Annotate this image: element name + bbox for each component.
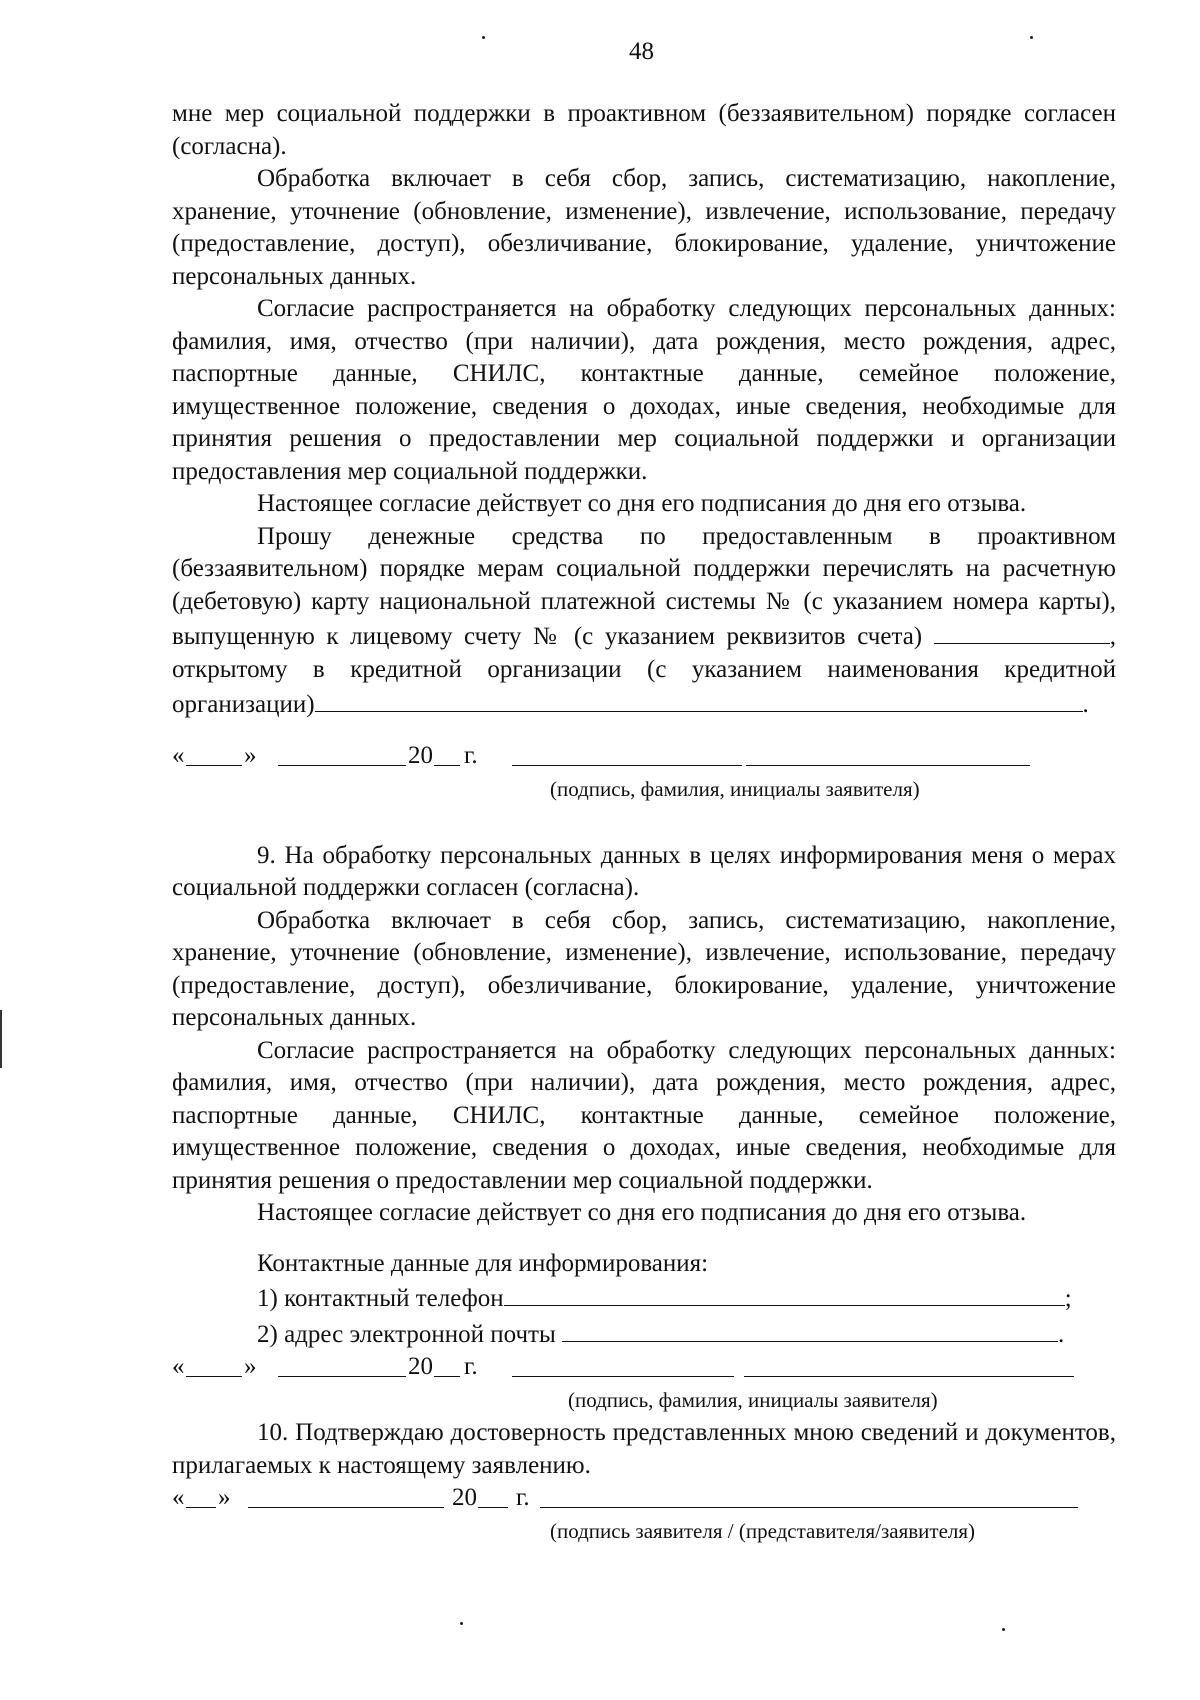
contact-email-label: 2) адрес электронной почты bbox=[257, 1320, 556, 1348]
contact-phone-field[interactable] bbox=[504, 1280, 1065, 1306]
date-year-blank[interactable] bbox=[478, 1482, 508, 1508]
section9-signature-line bbox=[172, 1351, 1116, 1387]
page-number: 48 bbox=[629, 38, 654, 65]
contact-email-end: . bbox=[1058, 1320, 1065, 1348]
date-quote-open: « bbox=[172, 1353, 185, 1380]
date-month-blank[interactable] bbox=[278, 1351, 406, 1377]
section8-continued-paragraph: мне мер социальной поддержки в проактивном (беззаявительном) порядке согласен (согласна). bbox=[172, 100, 1116, 160]
credit-organization-blank[interactable] bbox=[315, 686, 1083, 712]
contacts-title: Контактные данные для информирования: bbox=[257, 1249, 709, 1277]
signature-caption: (подпись заявителя / (представителя/заявителя) bbox=[550, 1519, 976, 1543]
date-month-blank[interactable] bbox=[278, 740, 406, 766]
date-year-prefix: 20 bbox=[408, 741, 433, 769]
document-body bbox=[172, 98, 1116, 1548]
scan-edge-mark bbox=[0, 1010, 2, 1068]
signature-caption: (подпись, фамилия, инициалы заявителя) bbox=[550, 776, 920, 801]
section10-heading-paragraph: 10. Подтверждаю достоверность представленных мною сведений и документов, прилагаемых к настоящему заявлению. bbox=[172, 1419, 1116, 1479]
date-year-suffix: г. bbox=[464, 1353, 478, 1380]
date-quote-close: » bbox=[244, 741, 257, 769]
section8-processing-paragraph: Обработка включает в себя сбор, запись, систематизацию, накопление, хранение, уточнение (обновление, изменение), извлечение, использование, передачу (предоставление, доступ), обезличивание, блокирование, удаление, уничтожение персональных данных. bbox=[172, 165, 1116, 290]
contact-phone-label: 1) контактный телефон bbox=[257, 1285, 504, 1312]
contact-phone-row bbox=[172, 1280, 1116, 1316]
section9-heading-paragraph: 9. На обработку персональных данных в целях информирования меня о мерах социальной поддержки согласен (согласна). bbox=[172, 841, 1116, 901]
signature-caption: (подпись, фамилия, инициалы заявителя) bbox=[568, 1388, 938, 1412]
signature-blank[interactable] bbox=[512, 1351, 734, 1377]
date-quote-close: » bbox=[244, 1353, 257, 1380]
contact-phone-end: ; bbox=[1064, 1285, 1072, 1312]
date-year-prefix: 20 bbox=[452, 1484, 477, 1511]
date-day-blank[interactable] bbox=[186, 1482, 216, 1508]
section8-validity-paragraph: Настоящее согласие действует со дня его подписания до дня его отзыва. bbox=[257, 490, 1027, 517]
scan-speck bbox=[1030, 36, 1033, 39]
date-year-blank[interactable] bbox=[434, 1351, 460, 1377]
contact-email-row bbox=[172, 1316, 1116, 1352]
section8-signature-line bbox=[172, 740, 1116, 776]
date-day-blank[interactable] bbox=[186, 740, 242, 766]
section8-payment-paragraph bbox=[172, 521, 1116, 722]
date-day-blank[interactable] bbox=[186, 1351, 242, 1377]
account-details-blank[interactable] bbox=[934, 618, 1110, 644]
section9-scope-paragraph: Согласие распространяется на обработку следующих персональных данных: фамилия, имя, отчество (при наличии), дата рождения, место рождения, адрес, паспортные данные, СНИЛС, контактные данные, семейное положение, имущественное положение, сведения о доходах, иные сведения, необходимые для принятия решения о предоставлении мер социальной поддержки. bbox=[172, 1036, 1116, 1194]
date-quote-close: » bbox=[218, 1484, 231, 1511]
date-year-suffix: г. bbox=[516, 1484, 530, 1511]
scan-speck bbox=[1002, 1628, 1005, 1631]
applicant-name-blank[interactable] bbox=[746, 740, 1030, 766]
payment-text-part2: , открытому в кредитной организации (с указанием наименования кредитной организации) bbox=[172, 623, 1117, 718]
date-quote-open: « bbox=[172, 1484, 185, 1511]
date-year-blank[interactable] bbox=[434, 740, 460, 766]
date-month-blank[interactable] bbox=[248, 1482, 444, 1508]
payment-text-end: . bbox=[1082, 691, 1089, 718]
scan-speck bbox=[460, 1622, 463, 1625]
scan-speck bbox=[482, 36, 485, 39]
section9-validity-paragraph: Настоящее согласие действует со дня его подписания до дня его отзыва. bbox=[257, 1199, 1027, 1226]
section10-signature-line bbox=[172, 1482, 1116, 1518]
signature-blank[interactable] bbox=[512, 740, 742, 766]
section8-scope-paragraph: Согласие распространяется на обработку следующих персональных данных: фамилия, имя, отчество (при наличии), дата рождения, место рождения, адрес, паспортные данные, СНИЛС, контактные данные, семейное положение, имущественное положение, сведения о доходах, иные сведения, необходимые для принятия решения о предоставлении мер социальной поддержки и организации предоставления мер социальной поддержки. bbox=[172, 295, 1116, 485]
signature-blank[interactable] bbox=[540, 1482, 1078, 1508]
section9-processing-paragraph: Обработка включает в себя сбор, запись, систематизацию, накопление, хранение, уточнение (обновление, изменение), извлечение, использование, передачу (предоставление, доступ), обезличивание, блокирование, удаление, уничтожение персональных данных. bbox=[172, 906, 1116, 1031]
date-year-suffix: г. bbox=[464, 741, 478, 769]
contact-email-field[interactable] bbox=[562, 1316, 1058, 1342]
payment-text-part1: Прошу денежные средства по предоставленным в проактивном (беззаявительном) порядке мерам социальной поддержки перечислять на расчетную (дебетовую) карту национальной платежной системы № (с указанием номера карты), выпущенную к лицевому счету № (с указанием реквизитов счета) bbox=[172, 522, 1116, 650]
date-year-prefix: 20 bbox=[408, 1353, 433, 1380]
applicant-name-blank[interactable] bbox=[744, 1351, 1074, 1377]
date-quote-open: « bbox=[172, 741, 185, 769]
